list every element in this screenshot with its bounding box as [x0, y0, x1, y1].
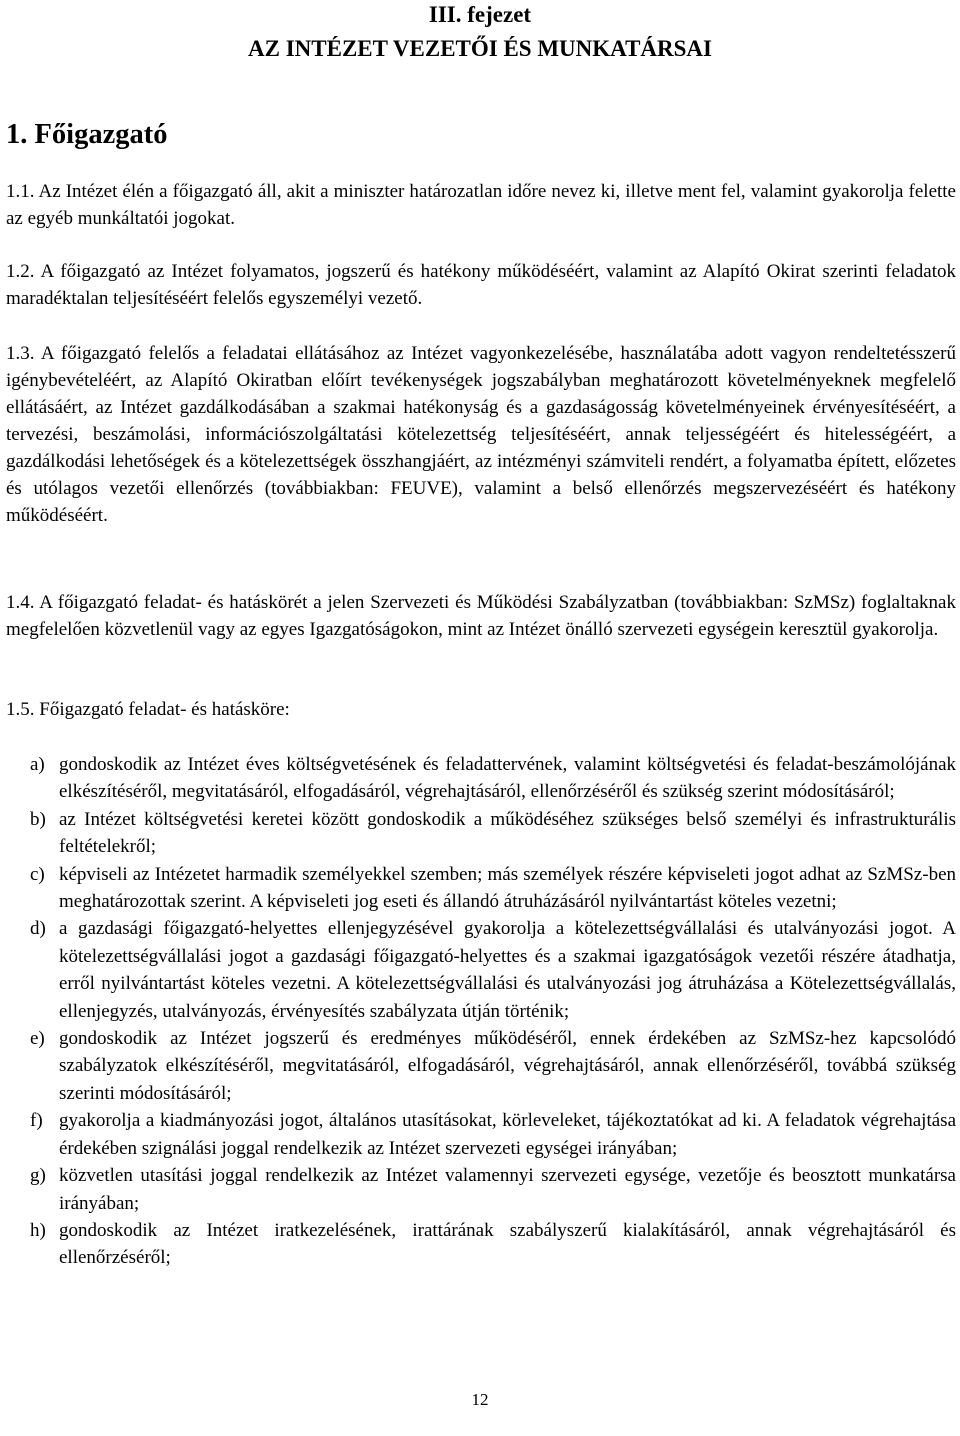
list-item [6, 1025, 956, 1107]
list-item-text: képviseli az Intézetet harmadik személyekkel szemben; más személyek részére képviseleti jogot adhat az SzMSz-ben meghatározottak szerint. A képviseleti jog eseti és állandó átruházásáról nyilvántartást köteles vezetni; [59, 863, 956, 913]
list-item-text: az Intézet költségvetési keretei között gondoskodik a működéséhez szükséges belső személyi és infrastrukturális feltételekről; [59, 808, 956, 858]
paragraph-1-5: 1.5. Főigazgató feladat- és hatásköre: [6, 699, 290, 720]
list-marker: b) [30, 808, 46, 830]
list-item [6, 1217, 956, 1272]
paragraph-1-4: 1.4. A főigazgató feladat- és hatáskörét a jelen Szervezeti és Működési Szabályzatban (továbbiakban: SzMSz) foglaltaknak megfelelően közvetlenül vagy az egyes Igazgatóságokon, mint az Intézet önálló szervezeti egységein keresztül gyakorolja. [6, 592, 956, 640]
list-marker: d) [30, 918, 46, 940]
list-item [6, 1162, 956, 1217]
list-item [6, 861, 956, 916]
list-item-text: gondoskodik az Intézet jogszerű és eredményes működéséről, ennek érdekében az SzMSz-hez kapcsolódó szabályzatok elkészítéséről, megvitatásáról, elfogadásáról, végrehajtásáról, annak ellenőrzéséről, továbbá szükség szerinti módosításáról; [59, 1028, 956, 1104]
list-marker: g) [30, 1165, 46, 1187]
paragraph-1-1: 1.1. Az Intézet élén a főigazgató áll, akit a miniszter határozatlan időre nevez ki, illetve ment fel, valamint gyakorolja felette az egyéb munkáltatói jogokat. [6, 181, 956, 229]
list-item-text: gondoskodik az Intézet iratkezelésének, irattárának szabályszerű kialakításáról, annak végrehajtásáról és ellenőrzéséről; [59, 1219, 956, 1269]
list-item-text: közvetlen utasítási joggal rendelkezik az Intézet valamennyi szervezeti egysége, vezetője és beosztott munkatársa irányában; [59, 1165, 956, 1214]
page-number: 12 [471, 1390, 489, 1409]
list-item [6, 806, 956, 861]
duties-list [6, 751, 956, 1272]
list-item-text: gondoskodik az Intézet éves költségvetésének és feladattervének, valamint költségvetési és feladat-beszámolójának elkészítéséről, megvitatásáról, elfogadásáról, végrehajtásáról, ellenőrzéséről és szükség szerint módosításáról; [59, 754, 956, 803]
list-marker: h) [30, 1219, 46, 1241]
chapter-title: AZ INTÉZET VEZETŐI ÉS MUNKATÁRSAI [248, 36, 712, 61]
list-item-text: gyakorolja a kiadmányozási jogot, általános utasításokat, körleveleket, tájékoztatókat ad ki. A feladatok végrehajtása érdekében szignálási joggal rendelkezik az Intézet szervezeti egységei irányában; [59, 1110, 956, 1159]
list-item-text: a gazdasági főigazgató-helyettes ellenjegyzésével gyakorolja a kötelezettségvállalási és utalványozási jogot. A kötelezettségvállalási jogot a gazdasági főigazgató-helyettes és a szakmai igazgatóságok vezetői részére átadhatja, erről nyilvántartást köteles vezetni. A kötelezettségvállalási és utalványozási jog átruházása a Kötelezettségvállalás, ellenjegyzés, utalványozás, érvényesítés szabályzata útján történik; [59, 918, 956, 1022]
paragraph-1-3: 1.3. A főigazgató felelős a feladatai ellátásához az Intézet vagyonkezelésébe, használatába adott vagyon rendeltetésszerű igénybevételéért, az Alapító Okiratban előírt tevékenységek jogszabályban meghatározott követelményeknek megfelelő ellátásáért, az Intézet gazdálkodásában a szakmai hatékonyság és a gazdaságosság követelményeinek érvényesítéséért, a tervezési, beszámolási, információszolgáltatási kötelezettség teljesítéséért, annak teljességéért és hitelességéért, a gazdálkodási lehetőségek és a kötelezettségek összhangjáért, az intézményi számviteli rendért, a folyamatba épített, előzetes és utólagos vezetői ellenőrzés (továbbiakban: FEUVE), valamint a belső ellenőrzés megszervezéséért és hatékony működéséért. [6, 343, 956, 526]
section-heading: 1. Főigazgató [6, 119, 168, 150]
chapter-number: III. fejezet [428, 2, 532, 27]
list-item [6, 1107, 956, 1162]
list-marker: e) [30, 1028, 45, 1050]
list-marker: a) [30, 754, 45, 775]
list-marker: c) [30, 863, 45, 885]
list-item [6, 915, 956, 1025]
paragraph-1-2: 1.2. A főigazgató az Intézet folyamatos, jogszerű és hatékony működéséért, valamint az Alapító Okirat szerinti feladatok maradéktalan teljesítéséért felelős egyszemélyi vezető. [6, 261, 956, 309]
list-marker: f) [30, 1110, 43, 1132]
list-item [6, 751, 956, 806]
